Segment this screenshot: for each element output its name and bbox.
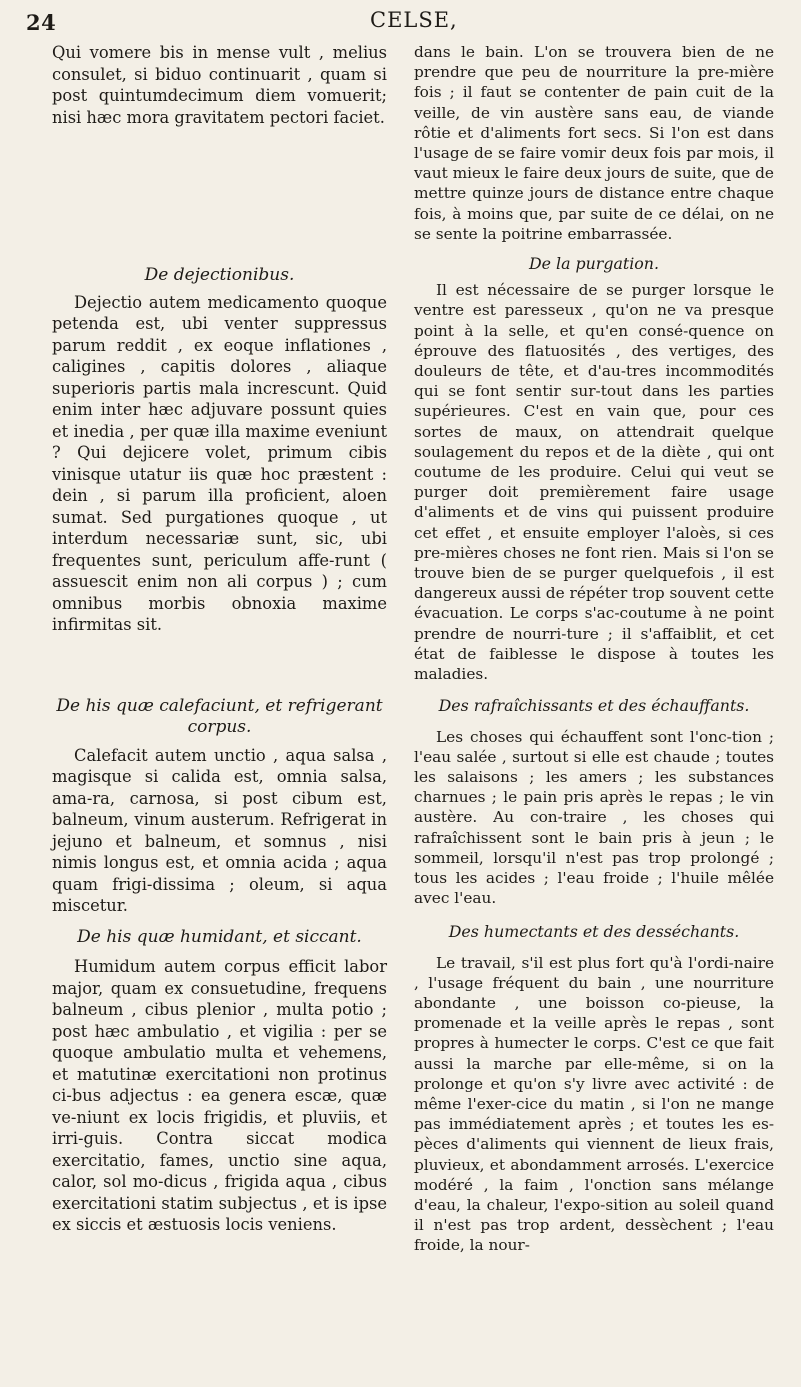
page-number: 24: [26, 10, 57, 35]
latin-heading-dejectionibus: De dejectionibus.: [144, 265, 295, 285]
latin-paragraph-calefaciunt: Calefacit autem unctio , aqua salsa , magisque si calida est, omnia salsa, ama-ra, carnosa, si post cibum est, balneum, vinum austerum. Refrigerat in jejuno et balneum, et somnus , nisi nimis longus est, et omnia acida ; aqua quam frigi-dissima ; oleum, si aqua miscetur.: [52, 745, 387, 915]
french-heading-humectants: Des humectants et des desséchants.: [448, 922, 740, 942]
latin-column: [52, 42, 387, 1236]
french-heading-purgation: De la purgation.: [528, 254, 659, 274]
french-paragraph-purgation: Il est nécessaire de se purger lorsque le ventre est paresseux , qu'on ne va presque point à la selle, et qu'en consé-quence on éprouve des flatuosités , des vertiges, des douleurs de tête, et d'au-tres incommodités qui se font sentir sur-tout dans les parties supérieures. C'est en vain que, pour ces sortes de maux, on attendrait quelque soulagement du repos et de la diète , qui ont coutume de les produire. Celui qui veut se purger doit premièrement faire usage d'aliments et de vins qui puissent produire cet effet , et ensuite employer l'aloès, si ces pre-mières choses ne font rien. Mais si l'on se trouve bien de se purger quelquefois , il est dangereux aussi de répéter trop souvent cette évacuation. Le corps s'ac-coutume à ne point prendre de nourri-ture ; il s'affaiblit, et cet état de faiblesse le dispose à toutes les maladies.: [414, 281, 774, 684]
french-paragraph-intro: dans le bain. L'on se trouvera bien de ne prendre que peu de nourriture la pre-mière fois ; il faut se contenter de pain cuit de la veille, de vin austère sans eau, de viande rôtie et d'aliments fort secs. Si l'on est dans l'usage de se faire vomir deux fois par mois, il vaut mieux le faire deux jours de suite, que de mettre quinze jours de distance entre chaque fois, à moins que, par suite de ce délai, on ne se sente la poitrine embarrassée.: [414, 43, 774, 243]
french-paragraph-rafraichissants: Les choses qui échauffent sont l'onc-tion ; l'eau salée , surtout si elle est chaude ; toutes les salaisons ; les amers ; les substances charnues ; le pain pris après le repas ; le vin austère. Au con-traire , les choses qui rafraîchissent sont le bain pris à jeun ; le sommeil, lorsqu'il n'est pas trop prolongé ; tous les acides ; l'eau froide ; l'huile mêlée avec l'eau.: [414, 727, 774, 908]
french-column: [414, 42, 774, 1256]
latin-paragraph-dejectionibus: Dejectio autem medicamento quoque petenda est, ubi venter suppressus parum reddit , ex eoque inflationes , caligines , capitis dolores , aliaque superioris partis mala increscunt. Quid enim inter hæc adjuvare possunt quies et inedia , per quæ illa maxime eveniunt ? Qui dejicere volet, primum cibis vinisque utatur iis quæ hoc præstent : dein , si parum illa proficient, aloen sumat. Sed purgationes quoque , ut interdum necessariæ sunt, sic, ubi frequentes sunt, periculum affe-runt ( assuescit enim non ali corpus ) ; cum omnibus morbis obnoxia maxime infirmitas sit.: [52, 292, 387, 634]
latin-paragraph-intro: Qui vomere bis in mense vult , melius consulet, si biduo continuarit , quam si post quintumdecimum diem vomuerit; nisi hæc mora gravitatem pectori faciet.: [52, 43, 387, 127]
latin-paragraph-humidant: Humidum autem corpus efficit labor major, quam ex consuetudine, frequens balneum , cibus plenior , multa potio ; post hæc ambulatio , et vigilia : per se quoque ambulatio multa et vehemens, et matutinæ exercitationi non protinus ci-bus adjectus : ea genera escæ, quæ ve-niunt ex locis frigidis, et pluviis, et irri-guis. Contra siccat modica exercitatio, fames, unctio sine aqua, calor, sol mo-dicus , frigida aqua , cibus exercitationi statim subjectus , et is ipse ex siccis et æstuosis locis veniens.: [52, 957, 387, 1234]
latin-heading-calefaciunt: De his quæ calefaciunt, et refrigerant corpus.: [56, 695, 383, 737]
french-heading-rafraichissants: Des rafraîchissants et des échauffants.: [438, 696, 750, 716]
french-paragraph-humectants: Le travail, s'il est plus fort qu'à l'ordi-naire , l'usage fréquent du bain , une nourriture abondante , une boisson co-pieuse, la promenade et la veille après le repas , sont propres à humecter le corps. C'est ce que fait aussi la marche par elle-même, si on la prolonge et qu'on s'y livre avec activité : de même l'exer-cice du matin , si l'on ne mange pas immédiatement après ; et toutes les es-pèces d'aliments qui viennent de lieux frais, pluvieux, et abondamment arrosés. L'exercice modéré , la faim , l'onction sans mélange d'eau, la chaleur, l'expo-sition au soleil quand il n'est pas trop ardent, dessèchent ; l'eau froide, la nour-: [414, 953, 774, 1255]
running-head: CELSE,: [370, 8, 458, 32]
latin-heading-humidant: De his quæ humidant, et siccant.: [77, 926, 362, 947]
